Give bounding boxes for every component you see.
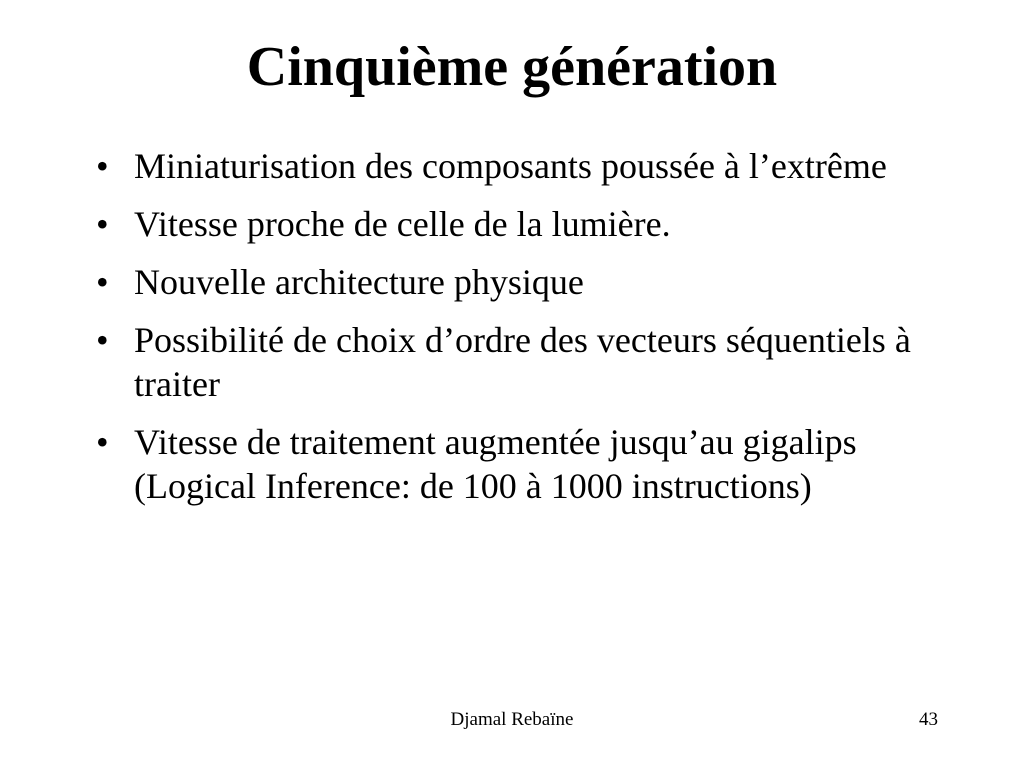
bullet-list: [96, 144, 936, 522]
bullet-icon: •: [96, 320, 109, 360]
bullet-text: Miniaturisation des composants poussée à l’extrême: [134, 146, 887, 186]
bullet-text: Nouvelle architecture physique: [134, 262, 584, 302]
bullet-icon: •: [96, 422, 109, 462]
bullet-text: Possibilité de choix d’ordre des vecteurs séquentiels à traiter: [134, 320, 911, 404]
bullet-icon: •: [96, 146, 109, 186]
bullet-text: Vitesse proche de celle de la lumière.: [134, 204, 671, 244]
bullet-icon: •: [96, 204, 109, 244]
bullet-item: [96, 318, 936, 406]
page-number: 43: [919, 709, 938, 730]
bullet-item: [96, 202, 936, 246]
bullet-item: [96, 260, 936, 304]
bullet-item: [96, 144, 936, 188]
slide-title: Cinquième génération: [246, 36, 778, 98]
footer-author: Djamal Rebaïne: [450, 709, 574, 730]
bullet-icon: •: [96, 262, 109, 302]
bullet-item: [96, 420, 936, 508]
bullet-text: Vitesse de traitement augmentée jusqu’au gigalips (Logical Inference: de 100 à 1000 instructions): [134, 422, 857, 506]
